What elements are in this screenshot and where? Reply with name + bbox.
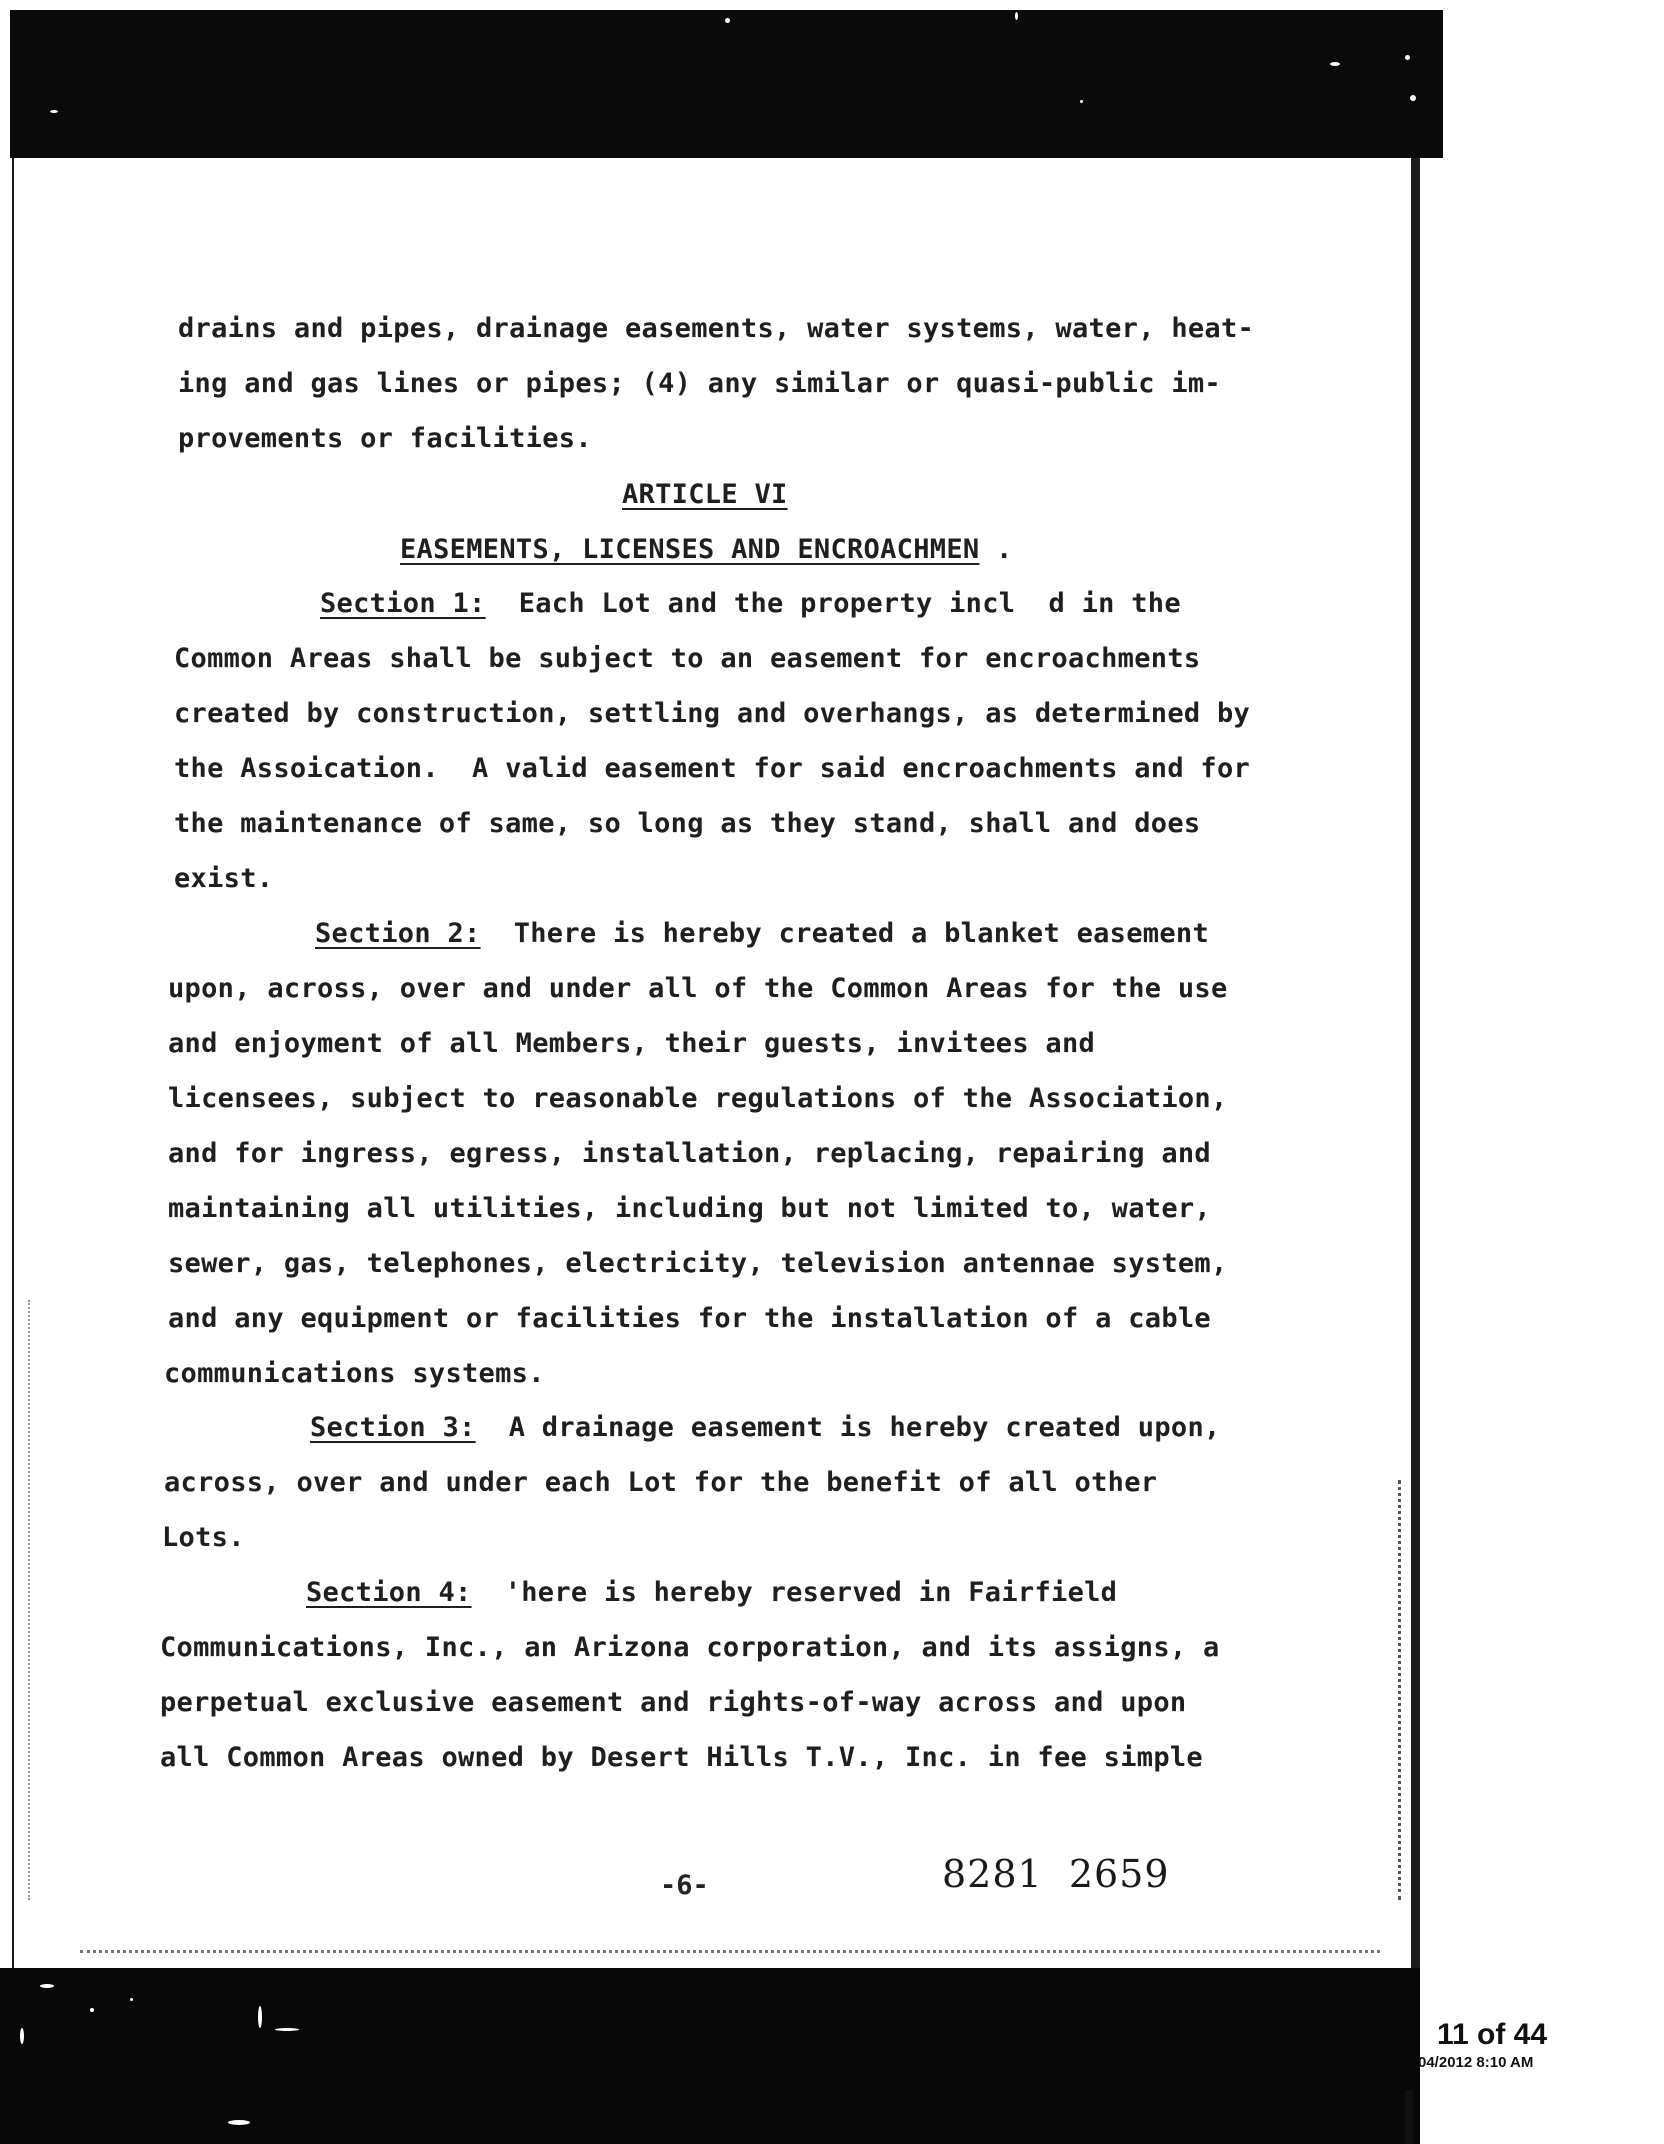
body-line: A drainage easement is hereby created upon, xyxy=(508,1412,1221,1443)
body-line: across, over and under each Lot for the benefit of all other xyxy=(164,1467,1158,1498)
body-line: Communications, Inc., an Arizona corporation, and its assigns, a xyxy=(160,1632,1220,1663)
scan-speck xyxy=(1080,100,1083,103)
print-timestamp: 04/2012 8:10 AM xyxy=(1418,2054,1534,2071)
scan-speck xyxy=(50,110,58,113)
scan-noise-bottom xyxy=(80,1950,1380,1953)
scan-speck xyxy=(725,18,730,23)
scan-edge-mark xyxy=(1405,2090,1413,2144)
scan-speck xyxy=(1330,62,1340,66)
scan-noise-left xyxy=(28,1300,30,1900)
body-line: ing and gas lines or pipes; (4) any similar or quasi-public im- xyxy=(178,368,1221,399)
body-line: and enjoyment of all Members, their guests, invitees and xyxy=(168,1028,1096,1059)
body-line: perpetual exclusive easement and rights-of-way across and upon xyxy=(160,1687,1187,1718)
scan-speck xyxy=(1405,55,1410,60)
section-1-label: Section 1: xyxy=(320,588,486,619)
body-line: created by construction, settling and overhangs, as determined by xyxy=(174,698,1251,729)
body-line: provements or facilities. xyxy=(178,423,592,454)
scan-speck xyxy=(258,2006,262,2028)
body-line: the maintenance of same, so long as they stand, shall and does xyxy=(174,808,1201,839)
body-line: upon, across, over and under all of the Common Areas for the use xyxy=(168,973,1228,1004)
body-line: Lots. xyxy=(162,1522,245,1553)
body-line: maintaining all utilities, including but not limited to, water, xyxy=(168,1193,1211,1224)
scan-right-edge xyxy=(1411,158,1420,1968)
article-subtitle-tail: . xyxy=(979,534,1013,565)
body-line: the Assoication. A valid easement for said encroachments and for xyxy=(174,753,1251,784)
body-line: There is hereby created a blanket easement xyxy=(513,918,1210,949)
body-line: 'here is hereby reserved in Fairfield xyxy=(504,1577,1118,1608)
section-4-first-line xyxy=(306,1577,1117,1608)
body-line: all Common Areas owned by Desert Hills T.V., Inc. in fee simple xyxy=(160,1742,1203,1773)
article-title: ARTICLE VI xyxy=(622,479,788,510)
scan-top-margin xyxy=(0,0,1443,10)
scan-speck xyxy=(1015,12,1018,20)
recording-number: 8281 2659 xyxy=(942,1852,1170,1896)
scan-left-edge xyxy=(0,158,14,1968)
section-2-first-line xyxy=(315,918,1209,949)
scan-speck xyxy=(20,2028,24,2044)
scan-speck xyxy=(275,2028,299,2031)
scan-bottom-border xyxy=(0,1968,1420,2144)
scan-speck xyxy=(228,2120,250,2125)
scan-top-border xyxy=(10,10,1443,158)
body-line: licensees, subject to reasonable regulations of the Association, xyxy=(168,1083,1228,1114)
scan-noise-right xyxy=(1398,1480,1401,1900)
body-line: Common Areas shall be subject to an easement for encroachments xyxy=(174,643,1201,674)
section-1-first-line xyxy=(320,588,1181,619)
section-4-label: Section 4: xyxy=(306,1577,472,1608)
body-line: communications systems. xyxy=(164,1358,545,1389)
section-3-label: Section 3: xyxy=(310,1412,476,1443)
article-subtitle-text: EASEMENTS, LICENSES AND ENCROACHMEN xyxy=(400,534,980,565)
page-counter: 11 of 44 xyxy=(1436,2018,1548,2051)
body-line: exist. xyxy=(174,863,274,894)
section-3-first-line xyxy=(310,1412,1221,1443)
scan-speck xyxy=(40,1984,54,1988)
body-line: Each Lot and the property incl d in the xyxy=(518,588,1181,619)
article-subtitle xyxy=(400,534,1013,565)
body-line: sewer, gas, telephones, electricity, television antennae system, xyxy=(168,1248,1228,1279)
body-line: and for ingress, egress, installation, replacing, repairing and xyxy=(168,1138,1211,1169)
body-line: and any equipment or facilities for the installation of a cable xyxy=(168,1303,1211,1334)
scan-speck xyxy=(1410,95,1416,101)
body-line: drains and pipes, drainage easements, water systems, water, heat- xyxy=(178,313,1255,344)
section-2-label: Section 2: xyxy=(315,918,481,949)
scan-speck xyxy=(130,1998,133,2001)
scan-speck xyxy=(90,2008,94,2012)
page-number: -6- xyxy=(660,1870,709,1901)
